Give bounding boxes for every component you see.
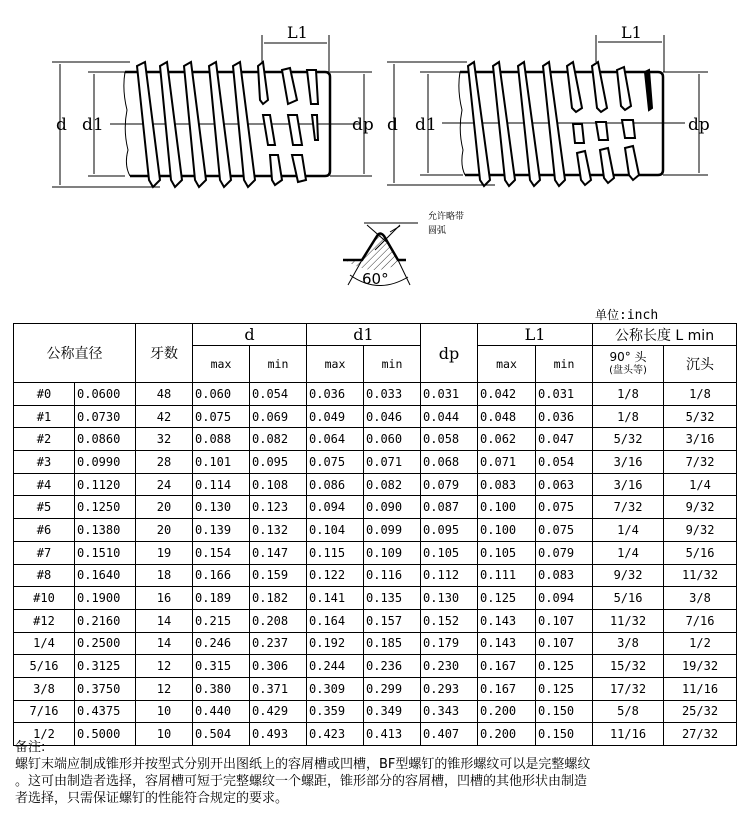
cell-d-max: 0.504 bbox=[193, 723, 250, 746]
cell-threads: 28 bbox=[136, 451, 193, 474]
cell-d-min: 0.082 bbox=[250, 428, 307, 451]
cell-L1-max: 0.100 bbox=[478, 496, 536, 519]
left-screw-drawing bbox=[0, 0, 375, 200]
header-head-90-sub: (盘头等) bbox=[609, 365, 647, 376]
cell-d-min: 0.159 bbox=[250, 564, 307, 587]
table-row bbox=[14, 587, 737, 610]
cell-size: #7 bbox=[14, 541, 75, 564]
header-L1: L1 bbox=[478, 324, 593, 346]
cell-nominal-decimal: 0.3750 bbox=[75, 677, 136, 700]
table-row bbox=[14, 677, 737, 700]
cell-d-max: 0.075 bbox=[193, 405, 250, 428]
cell-d-max: 0.215 bbox=[193, 609, 250, 632]
header-L1-min: min bbox=[536, 346, 593, 383]
cell-length-countersunk: 7/32 bbox=[664, 451, 737, 474]
header-d1-min: min bbox=[364, 346, 421, 383]
cell-dp: 0.079 bbox=[421, 473, 478, 496]
callout-allow-arc-line2: 圆弧 bbox=[428, 226, 447, 236]
cell-length-90-head: 1/4 bbox=[593, 541, 664, 564]
cell-size: #12 bbox=[14, 609, 75, 632]
dimension-table bbox=[13, 323, 737, 746]
cell-length-countersunk: 11/32 bbox=[664, 564, 737, 587]
cell-d-min: 0.069 bbox=[250, 405, 307, 428]
header-threads: 牙数 bbox=[136, 324, 193, 383]
dim-label-d1: d1 bbox=[415, 115, 437, 135]
thread-angle-label: 60° bbox=[362, 270, 389, 288]
cell-length-countersunk: 9/32 bbox=[664, 519, 737, 542]
cell-L1-max: 0.125 bbox=[478, 587, 536, 610]
unit-label bbox=[595, 306, 658, 323]
cell-size: 1/2 bbox=[14, 723, 75, 746]
cell-size: 5/16 bbox=[14, 655, 75, 678]
cell-L1-min: 0.107 bbox=[536, 632, 593, 655]
cell-d-min: 0.429 bbox=[250, 700, 307, 723]
cell-d1-min: 0.116 bbox=[364, 564, 421, 587]
cell-size: #5 bbox=[14, 496, 75, 519]
table-row bbox=[14, 383, 737, 406]
table-row bbox=[14, 519, 737, 542]
cell-L1-min: 0.125 bbox=[536, 655, 593, 678]
cell-d1-max: 0.423 bbox=[307, 723, 364, 746]
cell-dp: 0.058 bbox=[421, 428, 478, 451]
header-dp: dp bbox=[421, 324, 478, 383]
cell-size: #8 bbox=[14, 564, 75, 587]
cell-dp: 0.179 bbox=[421, 632, 478, 655]
cell-d-max: 0.101 bbox=[193, 451, 250, 474]
cell-L1-max: 0.105 bbox=[478, 541, 536, 564]
unit-value: :inch bbox=[619, 308, 659, 323]
cell-nominal-decimal: 0.0730 bbox=[75, 405, 136, 428]
cell-L1-min: 0.054 bbox=[536, 451, 593, 474]
cell-d1-max: 0.164 bbox=[307, 609, 364, 632]
cell-length-countersunk: 1/8 bbox=[664, 383, 737, 406]
cell-L1-max: 0.143 bbox=[478, 609, 536, 632]
cell-nominal-decimal: 0.0600 bbox=[75, 383, 136, 406]
cell-length-90-head: 17/32 bbox=[593, 677, 664, 700]
cell-d-max: 0.166 bbox=[193, 564, 250, 587]
cell-L1-max: 0.200 bbox=[478, 700, 536, 723]
cell-length-90-head: 3/16 bbox=[593, 473, 664, 496]
cell-L1-max: 0.062 bbox=[478, 428, 536, 451]
table-row bbox=[14, 700, 737, 723]
cell-d1-max: 0.141 bbox=[307, 587, 364, 610]
header-nominal-diameter: 公称直径 bbox=[14, 324, 136, 383]
cell-d1-min: 0.236 bbox=[364, 655, 421, 678]
cell-dp: 0.031 bbox=[421, 383, 478, 406]
cell-length-countersunk: 7/16 bbox=[664, 609, 737, 632]
table-row bbox=[14, 655, 737, 678]
cell-d1-min: 0.046 bbox=[364, 405, 421, 428]
cell-d1-max: 0.192 bbox=[307, 632, 364, 655]
cell-d-min: 0.132 bbox=[250, 519, 307, 542]
cell-size: #6 bbox=[14, 519, 75, 542]
thread-profile-drawing bbox=[300, 195, 500, 295]
cell-d-max: 0.189 bbox=[193, 587, 250, 610]
table-row bbox=[14, 541, 737, 564]
cell-d-max: 0.139 bbox=[193, 519, 250, 542]
cell-length-90-head: 9/32 bbox=[593, 564, 664, 587]
cell-L1-min: 0.063 bbox=[536, 473, 593, 496]
cell-length-countersunk: 3/16 bbox=[664, 428, 737, 451]
cell-L1-max: 0.071 bbox=[478, 451, 536, 474]
cell-length-90-head: 5/32 bbox=[593, 428, 664, 451]
cell-length-90-head: 11/16 bbox=[593, 723, 664, 746]
cell-dp: 0.130 bbox=[421, 587, 478, 610]
cell-dp: 0.087 bbox=[421, 496, 478, 519]
cell-threads: 32 bbox=[136, 428, 193, 451]
cell-length-countersunk: 19/32 bbox=[664, 655, 737, 678]
unit-label-text: 单位 bbox=[595, 308, 620, 322]
cell-d-max: 0.154 bbox=[193, 541, 250, 564]
callout-allow-arc-line1: 允许略带 bbox=[428, 212, 465, 222]
cell-dp: 0.095 bbox=[421, 519, 478, 542]
cell-d1-max: 0.122 bbox=[307, 564, 364, 587]
cell-nominal-decimal: 0.1250 bbox=[75, 496, 136, 519]
header-L1-max: max bbox=[478, 346, 536, 383]
cell-L1-min: 0.075 bbox=[536, 519, 593, 542]
cell-length-90-head: 5/16 bbox=[593, 587, 664, 610]
dim-label-L1: L1 bbox=[287, 23, 308, 42]
cell-d-max: 0.088 bbox=[193, 428, 250, 451]
cell-size: #10 bbox=[14, 587, 75, 610]
cell-size: #1 bbox=[14, 405, 75, 428]
cell-d-max: 0.380 bbox=[193, 677, 250, 700]
cell-L1-max: 0.200 bbox=[478, 723, 536, 746]
cell-nominal-decimal: 0.4375 bbox=[75, 700, 136, 723]
header-d: d bbox=[193, 324, 307, 346]
header-head-90 bbox=[593, 346, 664, 383]
header-countersunk: 沉头 bbox=[664, 346, 737, 383]
cell-d1-max: 0.309 bbox=[307, 677, 364, 700]
cell-threads: 24 bbox=[136, 473, 193, 496]
cell-length-90-head: 1/4 bbox=[593, 519, 664, 542]
cell-d1-max: 0.115 bbox=[307, 541, 364, 564]
cell-threads: 20 bbox=[136, 519, 193, 542]
dim-label-d1: d1 bbox=[82, 115, 104, 135]
cell-nominal-decimal: 0.1900 bbox=[75, 587, 136, 610]
cell-nominal-decimal: 0.2500 bbox=[75, 632, 136, 655]
cell-d1-min: 0.135 bbox=[364, 587, 421, 610]
cell-nominal-decimal: 0.1510 bbox=[75, 541, 136, 564]
cell-d-min: 0.208 bbox=[250, 609, 307, 632]
cell-d-min: 0.054 bbox=[250, 383, 307, 406]
table-row bbox=[14, 473, 737, 496]
cell-d-min: 0.095 bbox=[250, 451, 307, 474]
cell-d1-max: 0.104 bbox=[307, 519, 364, 542]
cell-threads: 10 bbox=[136, 723, 193, 746]
table-row bbox=[14, 428, 737, 451]
cell-length-90-head: 5/8 bbox=[593, 700, 664, 723]
cell-d1-max: 0.075 bbox=[307, 451, 364, 474]
cell-L1-min: 0.107 bbox=[536, 609, 593, 632]
cell-d1-min: 0.090 bbox=[364, 496, 421, 519]
table-row bbox=[14, 496, 737, 519]
header-d-min: min bbox=[250, 346, 307, 383]
cell-d-min: 0.493 bbox=[250, 723, 307, 746]
cell-dp: 0.112 bbox=[421, 564, 478, 587]
table-body bbox=[14, 383, 737, 746]
cell-d-max: 0.315 bbox=[193, 655, 250, 678]
header-d-max: max bbox=[193, 346, 250, 383]
cell-L1-max: 0.143 bbox=[478, 632, 536, 655]
cell-length-countersunk: 3/8 bbox=[664, 587, 737, 610]
header-head-90-label: 90° 头 bbox=[609, 350, 647, 364]
cell-threads: 10 bbox=[136, 700, 193, 723]
notes-line-3: 者选择，只需保证螺钉的性能符合规定的要求。 bbox=[15, 791, 289, 806]
cell-L1-max: 0.100 bbox=[478, 519, 536, 542]
cell-threads: 14 bbox=[136, 632, 193, 655]
cell-length-90-head: 3/16 bbox=[593, 451, 664, 474]
cell-d1-min: 0.033 bbox=[364, 383, 421, 406]
cell-length-countersunk: 11/16 bbox=[664, 677, 737, 700]
table-row bbox=[14, 564, 737, 587]
cell-d-min: 0.306 bbox=[250, 655, 307, 678]
notes-section bbox=[15, 739, 740, 807]
cell-L1-min: 0.125 bbox=[536, 677, 593, 700]
cell-L1-min: 0.075 bbox=[536, 496, 593, 519]
cell-d-max: 0.440 bbox=[193, 700, 250, 723]
cell-length-countersunk: 1/2 bbox=[664, 632, 737, 655]
cell-threads: 18 bbox=[136, 564, 193, 587]
cell-d1-max: 0.244 bbox=[307, 655, 364, 678]
cell-nominal-decimal: 0.3125 bbox=[75, 655, 136, 678]
cell-dp: 0.407 bbox=[421, 723, 478, 746]
cell-d1-max: 0.049 bbox=[307, 405, 364, 428]
cell-length-90-head: 3/8 bbox=[593, 632, 664, 655]
right-screw-drawing bbox=[375, 0, 749, 200]
header-nominal-length: 公称长度 L min bbox=[593, 324, 737, 346]
cell-L1-min: 0.036 bbox=[536, 405, 593, 428]
cell-L1-min: 0.150 bbox=[536, 723, 593, 746]
table-row bbox=[14, 451, 737, 474]
cell-L1-min: 0.031 bbox=[536, 383, 593, 406]
dim-label-L1: L1 bbox=[621, 23, 642, 42]
cell-nominal-decimal: 0.1640 bbox=[75, 564, 136, 587]
cell-d-max: 0.246 bbox=[193, 632, 250, 655]
cell-length-90-head: 7/32 bbox=[593, 496, 664, 519]
cell-d-min: 0.237 bbox=[250, 632, 307, 655]
cell-dp: 0.044 bbox=[421, 405, 478, 428]
cell-dp: 0.068 bbox=[421, 451, 478, 474]
cell-length-countersunk: 27/32 bbox=[664, 723, 737, 746]
cell-d1-min: 0.157 bbox=[364, 609, 421, 632]
cell-threads: 48 bbox=[136, 383, 193, 406]
table-row bbox=[14, 632, 737, 655]
dim-label-dp: dp bbox=[352, 115, 374, 135]
cell-nominal-decimal: 0.0990 bbox=[75, 451, 136, 474]
cell-length-countersunk: 25/32 bbox=[664, 700, 737, 723]
cell-d-max: 0.130 bbox=[193, 496, 250, 519]
cell-nominal-decimal: 0.0860 bbox=[75, 428, 136, 451]
cell-length-90-head: 1/8 bbox=[593, 405, 664, 428]
cell-d-min: 0.182 bbox=[250, 587, 307, 610]
cell-L1-min: 0.083 bbox=[536, 564, 593, 587]
cell-size: 1/4 bbox=[14, 632, 75, 655]
dim-label-dp: dp bbox=[688, 115, 710, 135]
cell-d1-min: 0.099 bbox=[364, 519, 421, 542]
cell-d1-min: 0.071 bbox=[364, 451, 421, 474]
dim-label-d: d bbox=[387, 115, 398, 135]
cell-d-min: 0.123 bbox=[250, 496, 307, 519]
cell-size: 3/8 bbox=[14, 677, 75, 700]
cell-L1-max: 0.042 bbox=[478, 383, 536, 406]
cell-d1-min: 0.082 bbox=[364, 473, 421, 496]
cell-L1-max: 0.048 bbox=[478, 405, 536, 428]
table-row bbox=[14, 609, 737, 632]
cell-length-90-head: 1/8 bbox=[593, 383, 664, 406]
cell-dp: 0.343 bbox=[421, 700, 478, 723]
cell-length-90-head: 15/32 bbox=[593, 655, 664, 678]
cell-size: #3 bbox=[14, 451, 75, 474]
cell-d1-max: 0.086 bbox=[307, 473, 364, 496]
cell-nominal-decimal: 0.2160 bbox=[75, 609, 136, 632]
cell-d1-max: 0.064 bbox=[307, 428, 364, 451]
cell-nominal-decimal: 0.5000 bbox=[75, 723, 136, 746]
cell-size: #4 bbox=[14, 473, 75, 496]
cell-L1-max: 0.167 bbox=[478, 655, 536, 678]
cell-d-max: 0.114 bbox=[193, 473, 250, 496]
cell-L1-max: 0.111 bbox=[478, 564, 536, 587]
cell-d-min: 0.147 bbox=[250, 541, 307, 564]
cell-d1-max: 0.036 bbox=[307, 383, 364, 406]
dim-label-d: d bbox=[56, 115, 67, 135]
cell-length-countersunk: 1/4 bbox=[664, 473, 737, 496]
cell-L1-min: 0.047 bbox=[536, 428, 593, 451]
cell-threads: 14 bbox=[136, 609, 193, 632]
cell-d-max: 0.060 bbox=[193, 383, 250, 406]
cell-size: #2 bbox=[14, 428, 75, 451]
cell-L1-min: 0.150 bbox=[536, 700, 593, 723]
cell-L1-max: 0.167 bbox=[478, 677, 536, 700]
cell-d1-min: 0.349 bbox=[364, 700, 421, 723]
cell-size: 7/16 bbox=[14, 700, 75, 723]
notes-line-1: 螺钉末端应制成锥形并按型式分别开出图纸上的容屑槽或凹槽，BF型螺钉的锥形螺纹可以是完整螺纹 bbox=[15, 757, 591, 772]
header-d1: d1 bbox=[307, 324, 421, 346]
cell-length-90-head: 11/32 bbox=[593, 609, 664, 632]
notes-line-2: 。这可由制造者选择，容屑槽可短于完整螺纹一个螺距，锥形部分的容屑槽，凹槽的其他形状由制造 bbox=[15, 774, 588, 789]
cell-length-countersunk: 5/32 bbox=[664, 405, 737, 428]
cell-threads: 20 bbox=[136, 496, 193, 519]
cell-threads: 12 bbox=[136, 677, 193, 700]
cell-d1-min: 0.185 bbox=[364, 632, 421, 655]
cell-d1-min: 0.109 bbox=[364, 541, 421, 564]
cell-d1-max: 0.359 bbox=[307, 700, 364, 723]
cell-d1-min: 0.413 bbox=[364, 723, 421, 746]
cell-length-countersunk: 9/32 bbox=[664, 496, 737, 519]
cell-threads: 19 bbox=[136, 541, 193, 564]
cell-threads: 16 bbox=[136, 587, 193, 610]
cell-d1-min: 0.299 bbox=[364, 677, 421, 700]
cell-dp: 0.152 bbox=[421, 609, 478, 632]
cell-d-min: 0.108 bbox=[250, 473, 307, 496]
cell-dp: 0.230 bbox=[421, 655, 478, 678]
header-d1-max: max bbox=[307, 346, 364, 383]
table-row bbox=[14, 405, 737, 428]
notes-title: 备注: bbox=[15, 740, 46, 755]
cell-nominal-decimal: 0.1380 bbox=[75, 519, 136, 542]
cell-nominal-decimal: 0.1120 bbox=[75, 473, 136, 496]
cell-dp: 0.105 bbox=[421, 541, 478, 564]
cell-d-min: 0.371 bbox=[250, 677, 307, 700]
cell-d1-max: 0.094 bbox=[307, 496, 364, 519]
cell-size: #0 bbox=[14, 383, 75, 406]
cell-L1-min: 0.094 bbox=[536, 587, 593, 610]
cell-threads: 42 bbox=[136, 405, 193, 428]
cell-L1-max: 0.083 bbox=[478, 473, 536, 496]
cell-L1-min: 0.079 bbox=[536, 541, 593, 564]
cell-length-countersunk: 5/16 bbox=[664, 541, 737, 564]
cell-d1-min: 0.060 bbox=[364, 428, 421, 451]
cell-dp: 0.293 bbox=[421, 677, 478, 700]
cell-threads: 12 bbox=[136, 655, 193, 678]
